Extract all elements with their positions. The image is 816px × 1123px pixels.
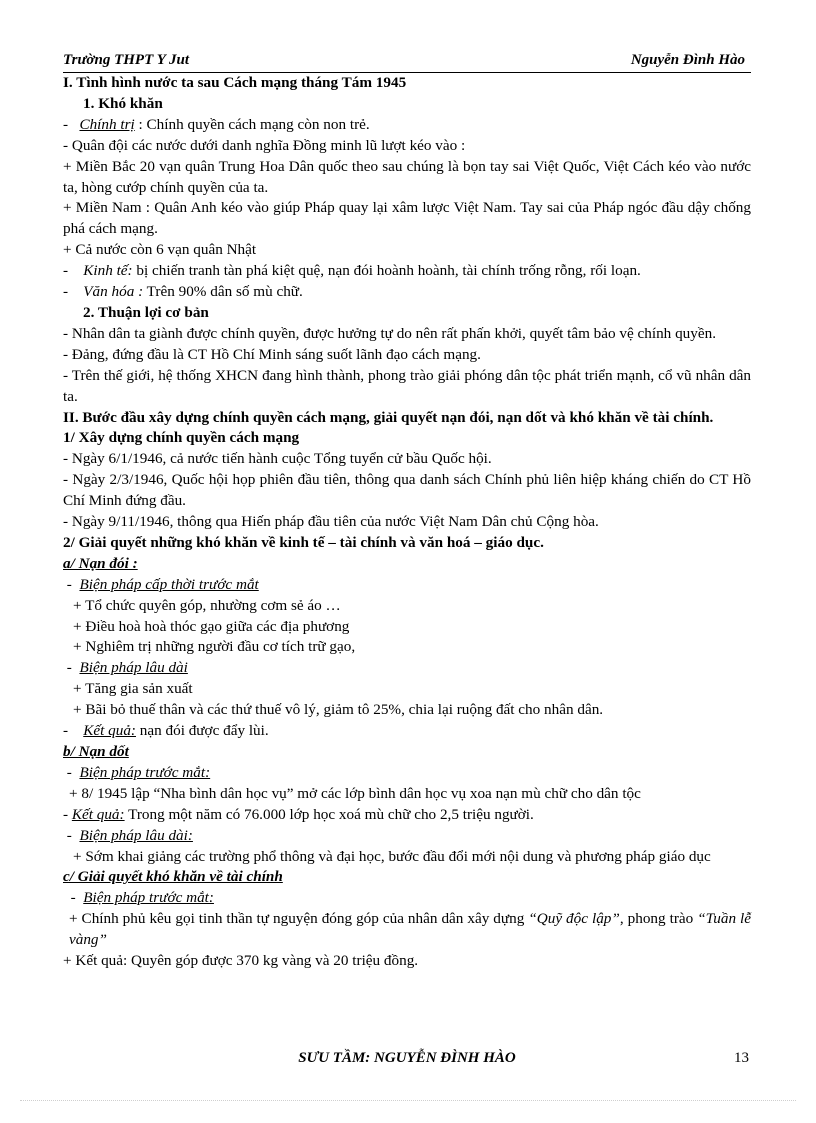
section-1-1-title: 1. Khó khăn	[83, 94, 163, 112]
page-header	[63, 50, 751, 73]
paragraph: - Ngày 9/11/1946, thông qua Hiến pháp đầu tiên của nước Việt Nam Dân chủ Cộng hòa.	[63, 513, 599, 531]
header-school: Trường THPT Y Jut	[63, 52, 190, 68]
paragraph-text: Trên 90% dân số mù chữ.	[143, 283, 303, 301]
page-footer	[63, 1050, 751, 1074]
term-label: Kết quả:	[71, 805, 125, 823]
paragraph: - Kết quả: Trong một năm có 76.000 lớp học xoá mù chữ cho 2,5 triệu người.	[63, 805, 534, 823]
paragraph: - Đảng, đứng đầu là CT Hồ Chí Minh sáng suốt lãnh đạo cách mạng.	[63, 345, 481, 363]
paragraph: - Quân đội các nước dưới danh nghĩa Đồng minh lũ lượt kéo vào :	[63, 136, 466, 154]
subsection-c-title: c/ Giải quyết khó khăn về tài chính	[63, 868, 283, 886]
term-label: Biện pháp lâu dài	[79, 659, 188, 677]
term-label: Kinh tế:	[83, 262, 133, 280]
section-2-2-title: 2/ Giải quyết những khó khăn về kinh tế – tài chính và văn hoá – giáo dục.	[63, 533, 544, 551]
paragraph: - Biện pháp lâu dài	[63, 659, 188, 677]
term-label: Văn hóa :	[83, 283, 144, 301]
paragraph: + Bãi bỏ thuế thân và các thứ thuế vô lý, giảm tô 25%, chia lại ruộng đất cho nhân dân.	[73, 701, 604, 719]
paragraph: + Nghiêm trị những người đầu cơ tích trữ gạo,	[73, 638, 356, 656]
paragraph: - Ngày 2/3/1946, Quốc hội họp phiên đầu tiên, thông qua danh sách Chính phủ liên hiệp kháng chiến do CT Hồ Chí Minh đứng đầu.	[63, 471, 751, 510]
paragraph: - Ngày 6/1/1946, cả nước tiến hành cuộc Tổng tuyển cử bầu Quốc hội.	[63, 450, 492, 468]
paragraph-text: , phong trào	[619, 910, 698, 928]
paragraph: + Điều hoà hoà thóc gạo giữa các địa phương	[73, 617, 350, 635]
document-body	[63, 73, 751, 972]
paragraph: + Cả nước còn 6 vạn quân Nhật	[63, 241, 257, 259]
quoted-term: “Tuần lễ vàng”	[69, 910, 752, 949]
paragraph-text: : Chính quyền cách mạng còn non trẻ.	[134, 115, 370, 133]
term-label: Chính trị	[79, 115, 135, 133]
subsection-a-title: a/ Nạn đói :	[63, 554, 138, 572]
term-label: Biện pháp lâu dài:	[79, 826, 193, 844]
section-2-1-title: 1/ Xây dựng chính quyền cách mạng	[63, 429, 300, 447]
term-label: Biện pháp trước mắt:	[83, 889, 214, 907]
paragraph	[63, 909, 751, 951]
section-2-title: II. Bước đầu xây dựng chính quyền cách mạng, giải quyết nạn đói, nạn dốt và khó khăn về tài chính.	[63, 408, 714, 426]
term-label: Biện pháp cấp thời trước mắt	[79, 575, 259, 593]
paragraph: + Kết quả: Quyên góp được 370 kg vàng và 20 triệu đồng.	[63, 952, 419, 970]
paragraph-text: + Chính phủ kêu gọi tinh thần tự nguyện đóng góp của nhân dân xây dựng	[69, 910, 529, 928]
paragraph-text: Trong một năm có 76.000 lớp học xoá mù chữ cho 2,5 triệu người.	[124, 805, 534, 823]
paragraph: - Kết quả: nạn đói được đẩy lùi.	[63, 722, 269, 740]
term-label: Biện pháp trước mắt:	[79, 763, 211, 781]
paragraph: - Chính trị : Chính quyền cách mạng còn non trẻ.	[63, 115, 370, 133]
paragraph: + Sớm khai giảng các trường phổ thông và đại học, bước đầu đổi mới nội dung và phương pháp giáo dục	[73, 847, 711, 865]
paragraph: + Tăng gia sản xuất	[73, 680, 193, 698]
paragraph-text: bị chiến tranh tàn phá kiệt quệ, nạn đói hoành hoành, tài chính trống rỗng, rối loạn.	[132, 262, 641, 280]
paragraph: - Biện pháp lâu dài:	[63, 826, 193, 844]
subsection-b-title: b/ Nạn dốt	[63, 743, 129, 760]
section-1-2-title: 2. Thuận lợi cơ bản	[83, 303, 209, 321]
paragraph: - Biện pháp cấp thời trước mắt	[63, 575, 259, 593]
paragraph: - Nhân dân ta giành được chính quyền, được hưởng tự do nên rất phấn khởi, quyết tâm bảo vệ chính quyền.	[63, 324, 716, 342]
paragraph: + Miền Nam : Quân Anh kéo vào giúp Pháp quay lại xâm lược Việt Nam. Tay sai của Pháp ngóc đầu dậy chống phá cách mạng.	[63, 199, 751, 238]
document-page	[63, 50, 751, 972]
paragraph: - Kinh tế: bị chiến tranh tàn phá kiệt quệ, nạn đói hoành hoành, tài chính trống rỗng, rối loạn.	[63, 262, 641, 280]
paragraph: + Tổ chức quyên góp, nhường cơm sẻ áo …	[73, 596, 341, 614]
header-author: Nguyễn Đình Hào	[630, 52, 745, 68]
paragraph: + 8/ 1945 lập “Nha bình dân học vụ” mở các lớp bình dân học vụ xoa nạn mù chữ cho dân tộc	[69, 784, 641, 802]
term-label: Kết quả:	[83, 722, 136, 740]
paragraph: + Miền Bắc 20 vạn quân Trung Hoa Dân quốc theo sau chúng là bọn tay sai Việt Quốc, Việt Cách kéo vào nước ta, hòng cướp chính quyền của ta.	[63, 157, 751, 196]
page-number: 13	[734, 1050, 749, 1066]
footer-title: SƯU TẦM: NGUYỄN ĐÌNH HÀO	[298, 1050, 516, 1066]
quoted-term: “Quỹ độc lập”	[528, 910, 620, 928]
paragraph: - Biện pháp trước mắt:	[63, 763, 211, 781]
paragraph: - Trên thế giới, hệ thống XHCN đang hình thành, phong trào giải phóng dân tộc phát triển mạnh, cổ vũ nhân dân ta.	[63, 366, 751, 405]
paragraph-text: nạn đói được đẩy lùi.	[135, 722, 269, 740]
paragraph: - Biện pháp trước mắt:	[63, 889, 214, 907]
paragraph: - Văn hóa : Trên 90% dân số mù chữ.	[63, 283, 303, 301]
section-1-title: I. Tình hình nước ta sau Cách mạng tháng Tám 1945	[63, 74, 407, 91]
bottom-divider	[20, 1100, 796, 1101]
